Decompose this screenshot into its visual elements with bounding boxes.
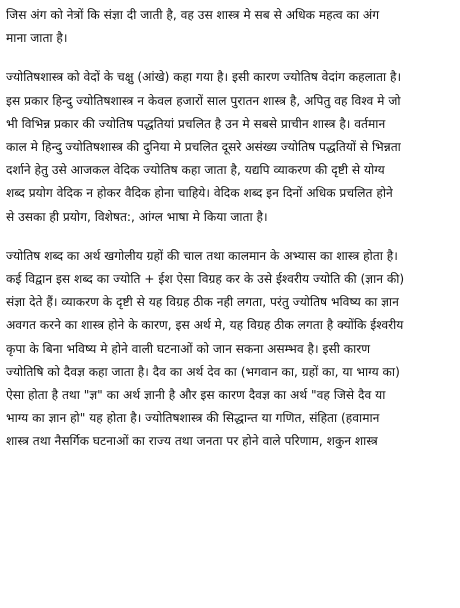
paragraph-2 (6, 66, 452, 228)
paragraph-gap (6, 229, 452, 245)
text-line: संज्ञा देते हैं। व्याकरण के दृष्टी से यह विग्रह ठीक नही लगता, परंतु ज्योतिष भविष्य का ज्ञान (6, 295, 399, 310)
paragraph-gap (6, 50, 452, 66)
text-line: अवगत करने का शास्त्र होने के कारण, इस अर्थ मे, यह विग्रह ठीक लगता है क्योंकि ईश्वरीय (6, 318, 404, 333)
text-line: कई विद्वान इस शब्द का ज्योति + ईश ऐसा विग्रह कर के उसे ईश्वरीय ज्योति की (ज्ञान की) (6, 272, 405, 287)
text-line: शास्त्र तथा नैसर्गिक घटनाओं का राज्य तथा जनता पर होने वाले परिणाम, शकुन शास्त्र (6, 434, 378, 449)
text-line: से उसका ही प्रयोग, विशेषत:, आंग्ल भाषा मे किया जाता है। (6, 209, 268, 224)
paragraph-1 (6, 4, 452, 50)
text-line: काल मे हिन्दु ज्योतिषशास्त्र की दुनिया मे प्रचलित दूसरे असंख्य ज्योतिष पद्धतियों से भिन्नता (6, 140, 401, 155)
text-line: ज्योतिष शब्द का अर्थ खगोलीय ग्रहों की चाल तथा कालमान के अभ्यास का शास्त्र होता है। (6, 248, 398, 263)
text-line: कृपा के बिना भविष्य मे होने वाली घटनाओं को जान सकना असम्भव है। इसी कारण (6, 341, 371, 356)
text-line: ज्योतिषशास्त्र को वेदों के चक्षु (आंखे) कहा गया है। इसी कारण ज्योतिष वेदांग कहलाता है। (6, 70, 402, 85)
text-line: ऐसा होता है तथा "ज्ञ" का अर्थ ज्ञानी है और इस कारण दैवज्ञ का अर्थ "वह जिसे दैव या (6, 388, 386, 403)
paragraph-3 (6, 245, 452, 454)
text-line: ज्योतिषि को दैवज्ञ कहा जाता है। दैव का अर्थ देव का (भगवान का, ग्रहों का, या भाग्य का) (6, 364, 400, 379)
text-line: भी विभिन्न प्रकार की ज्योतिष पद्धतियां प्रचलित है उन मे सबसे प्राचीन शास्त्र है। वर्तमान (6, 116, 386, 131)
text-line: जिस अंग को नेत्रों कि संज्ञा दी जाती है, वह उस शास्त्र मे सब से अधिक महत्व का अंग (6, 8, 380, 22)
text-line: दर्शाने हेतु उसे आजकल वेदिक ज्योतिष कहा जाता है, यद्यपि व्याकरण की दृष्टी से योग्य (6, 163, 385, 178)
text-line: शब्द प्रयोग वेदिक न होकर वैदिक होना चाहिये। वेदिक शब्द इन दिनों अधिक प्रचलित होने (6, 186, 393, 201)
text-line: भाग्य का ज्ञान हो" यह होता है। ज्योतिषशास्त्र की सिद्धान्त या गणित, संहिता (हवामान (6, 411, 380, 426)
text-line: माना जाता है। (6, 31, 68, 46)
text-line: इस प्रकार हिन्दु ज्योतिषशास्त्र न केवल हजारों साल पुरातन शास्त्र है, अपितु वह विश्व मे जो (6, 93, 401, 108)
